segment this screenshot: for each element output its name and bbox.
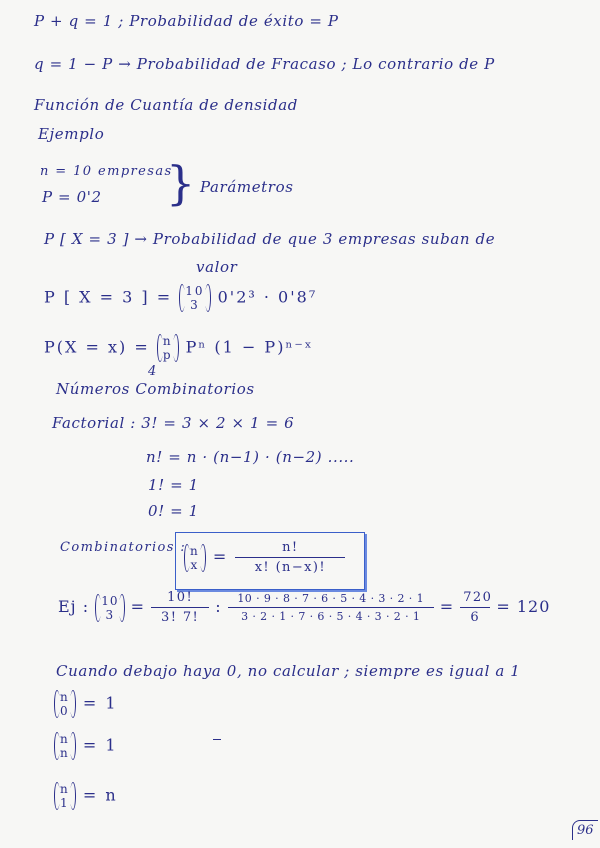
label-combinatorios: Combinatorios : — [60, 540, 187, 555]
rule-n-n-value: = 1 — [82, 735, 118, 755]
equals-sign: = — [439, 597, 455, 616]
binom-10-3 — [179, 284, 210, 312]
line-success-prob: P + q = 1 ; Probabilidad de éxito = P — [34, 12, 339, 30]
binom-bottom: 3 — [105, 607, 115, 622]
curly-brace: } — [166, 156, 196, 210]
binom-10-3-example — [95, 594, 124, 622]
line-0-factorial: 0! = 1 — [148, 502, 199, 520]
heading-combinatorial-numbers: Números Combinatorios — [56, 380, 255, 398]
frac-bar — [151, 607, 209, 608]
frac-bar — [460, 607, 490, 608]
frac-bar — [228, 607, 434, 608]
formula-p-x3 — [44, 284, 317, 312]
line-failure-prob: q = 1 − P → Probabilidad de Fracaso ; Lo contrario de P — [34, 55, 495, 73]
label-parameters: Parámetros — [200, 178, 294, 196]
stray-dash-mark — [213, 739, 221, 740]
formula-general-rhs: Pⁿ (1 − P)ⁿ⁻ˣ — [185, 337, 314, 357]
binom-n-x — [184, 544, 206, 572]
binom-n-0 — [54, 690, 76, 718]
formula-combination — [184, 540, 345, 575]
rule-n-1 — [54, 782, 118, 810]
binom-top: n — [162, 334, 173, 348]
binom-top: 10 — [185, 284, 205, 298]
binom-top: 10 — [101, 593, 119, 608]
formula-p-x3-rhs: 0'2³ · 0'8⁷ — [217, 287, 318, 307]
binom-bottom: 1 — [60, 796, 70, 810]
heading-density-function: Función de Cuantía de densidad — [34, 96, 298, 114]
binom-top: n — [190, 543, 200, 558]
frac-denominator: 3! 7! — [161, 610, 200, 625]
binom-bottom: 0 — [60, 704, 70, 718]
binom-top: n — [60, 782, 70, 796]
formula-p-x3-lhs: P [ X = 3 ] = — [44, 287, 173, 307]
rule-n-0-value: = 1 — [82, 693, 118, 713]
equals-sign: = — [130, 597, 145, 616]
binom-n-n — [54, 732, 76, 760]
equals-sign: = — [212, 547, 236, 566]
frac-numerator: 10 · 9 · 8 · 7 · 6 · 5 · 4 · 3 · 2 · 1 — [237, 592, 424, 605]
line-1-factorial: 1! = 1 — [148, 476, 199, 494]
line-factorial: Factorial : 3! = 3 × 2 × 1 = 6 — [52, 414, 295, 432]
line-valor: valor — [196, 258, 238, 276]
annotation-4: 4 — [148, 364, 158, 379]
colon-sign: : — [215, 597, 222, 616]
line-prob-x3: P [ X = 3 ] → Probabilidad de que 3 empresas suban de — [44, 230, 496, 248]
formula-general-lhs: P(X = x) = — [44, 337, 150, 357]
param-p: P = 0'2 — [42, 188, 102, 206]
example-computation — [58, 590, 550, 625]
frac-expanded — [228, 592, 434, 623]
line-zero-rule: Cuando debajo haya 0, no calcular ; siempre es igual a 1 — [56, 662, 521, 680]
binom-n-1 — [54, 782, 76, 810]
frac-denominator: x! (n−x)! — [254, 560, 326, 575]
binom-top: n — [60, 732, 70, 746]
example-label: Ej : — [58, 597, 90, 616]
frac-denominator: 6 — [470, 610, 481, 625]
frac-numerator: 10! — [167, 590, 194, 605]
binom-bottom: n — [60, 746, 70, 760]
rule-n-0 — [54, 690, 118, 718]
frac-numerator: n! — [282, 540, 299, 555]
formula-general — [44, 334, 314, 362]
frac-10-over-3-7 — [151, 590, 209, 625]
binom-top: n — [60, 690, 70, 704]
line-n-factorial: n! = n · (n−1) · (n−2) ..... — [146, 448, 355, 466]
frac-combination — [235, 540, 345, 575]
frac-denominator: 3 · 2 · 1 · 7 · 6 · 5 · 4 · 3 · 2 · 1 — [241, 610, 421, 623]
result-120: = 120 — [496, 597, 551, 616]
page-number: 96 — [572, 820, 598, 840]
param-n: n = 10 empresas — [40, 164, 173, 179]
binom-bottom: 3 — [190, 298, 200, 312]
binom-bottom: x — [190, 557, 200, 572]
frac-bar — [235, 557, 345, 558]
frac-numerator: 720 — [463, 590, 493, 605]
binom-bottom: p — [162, 348, 173, 362]
heading-example: Ejemplo — [38, 125, 105, 143]
binom-n-p — [157, 334, 179, 362]
rule-n-1-value: = n — [82, 785, 118, 805]
rule-n-n — [54, 732, 118, 760]
frac-720-6 — [460, 590, 493, 625]
